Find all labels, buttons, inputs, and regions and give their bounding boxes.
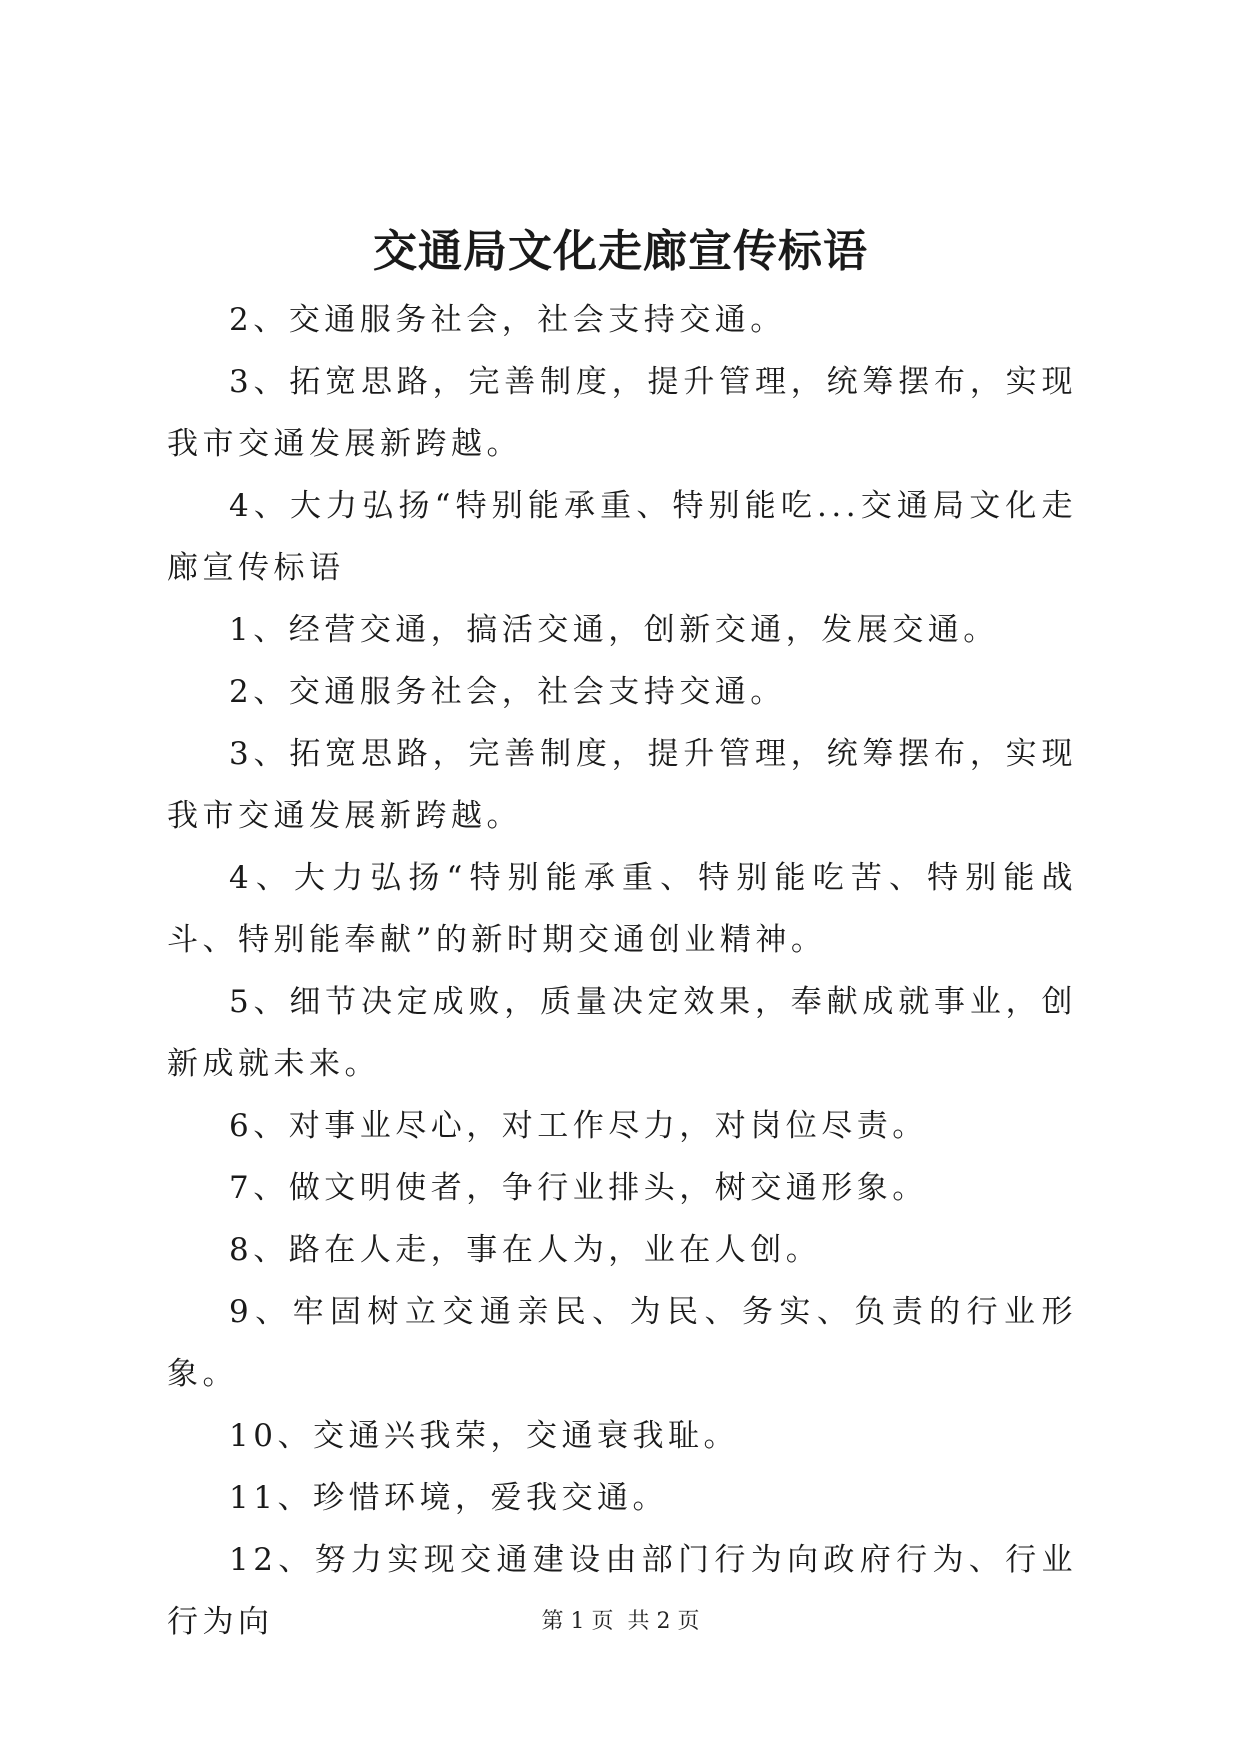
slogan-paragraph: 2、交通服务社会，社会支持交通。 — [229, 674, 786, 710]
page-number: 第 1 页 — [541, 1609, 614, 1634]
slogan-paragraph: 4、大力弘扬“特别能承重、特别能吃苦、特别能战斗、特别能奉献”的新时期交通创业精神。 — [167, 860, 1077, 958]
slogan-paragraph: 3、拓宽思路，完善制度，提升管理，统筹摆布，实现我市交通发展新跨越。 — [167, 364, 1077, 462]
slogan-paragraph: 12、努力实现交通建设由部门行为向政府行为、行业行为向 — [167, 1542, 1077, 1640]
slogan-paragraph: 11、珍惜环境，爱我交通。 — [229, 1480, 668, 1516]
slogan-paragraph: 4、大力弘扬“特别能承重、特别能吃...交通局文化走廊宣传标语 — [167, 488, 1077, 586]
slogan-paragraph: 1、经营交通，搞活交通，创新交通，发展交通。 — [229, 612, 999, 648]
slogan-paragraph: 6、对事业尽心，对工作尽力，对岗位尽责。 — [229, 1108, 928, 1144]
page-title: 交通局文化走廊宣传标语 — [373, 226, 868, 277]
slogan-paragraph: 7、做文明使者，争行业排头，树交通形象。 — [229, 1170, 928, 1206]
slogan-paragraph: 10、交通兴我荣，交通衰我耻。 — [229, 1418, 739, 1454]
slogan-paragraph: 5、细节决定成败，质量决定效果，奉献成就事业，创新成就未来。 — [167, 984, 1077, 1082]
slogan-paragraph: 9、牢固树立交通亲民、为民、务实、负责的行业形象。 — [167, 1294, 1077, 1392]
page-total: 共 2 页 — [627, 1609, 700, 1634]
slogan-paragraph: 3、拓宽思路，完善制度，提升管理，统筹摆布，实现我市交通发展新跨越。 — [167, 736, 1077, 834]
slogan-paragraph: 2、交通服务社会，社会支持交通。 — [229, 302, 786, 338]
slogan-paragraph: 8、路在人走，事在人为，业在人创。 — [229, 1232, 822, 1268]
page-footer — [0, 1607, 1241, 1637]
document-body — [167, 289, 1077, 1653]
